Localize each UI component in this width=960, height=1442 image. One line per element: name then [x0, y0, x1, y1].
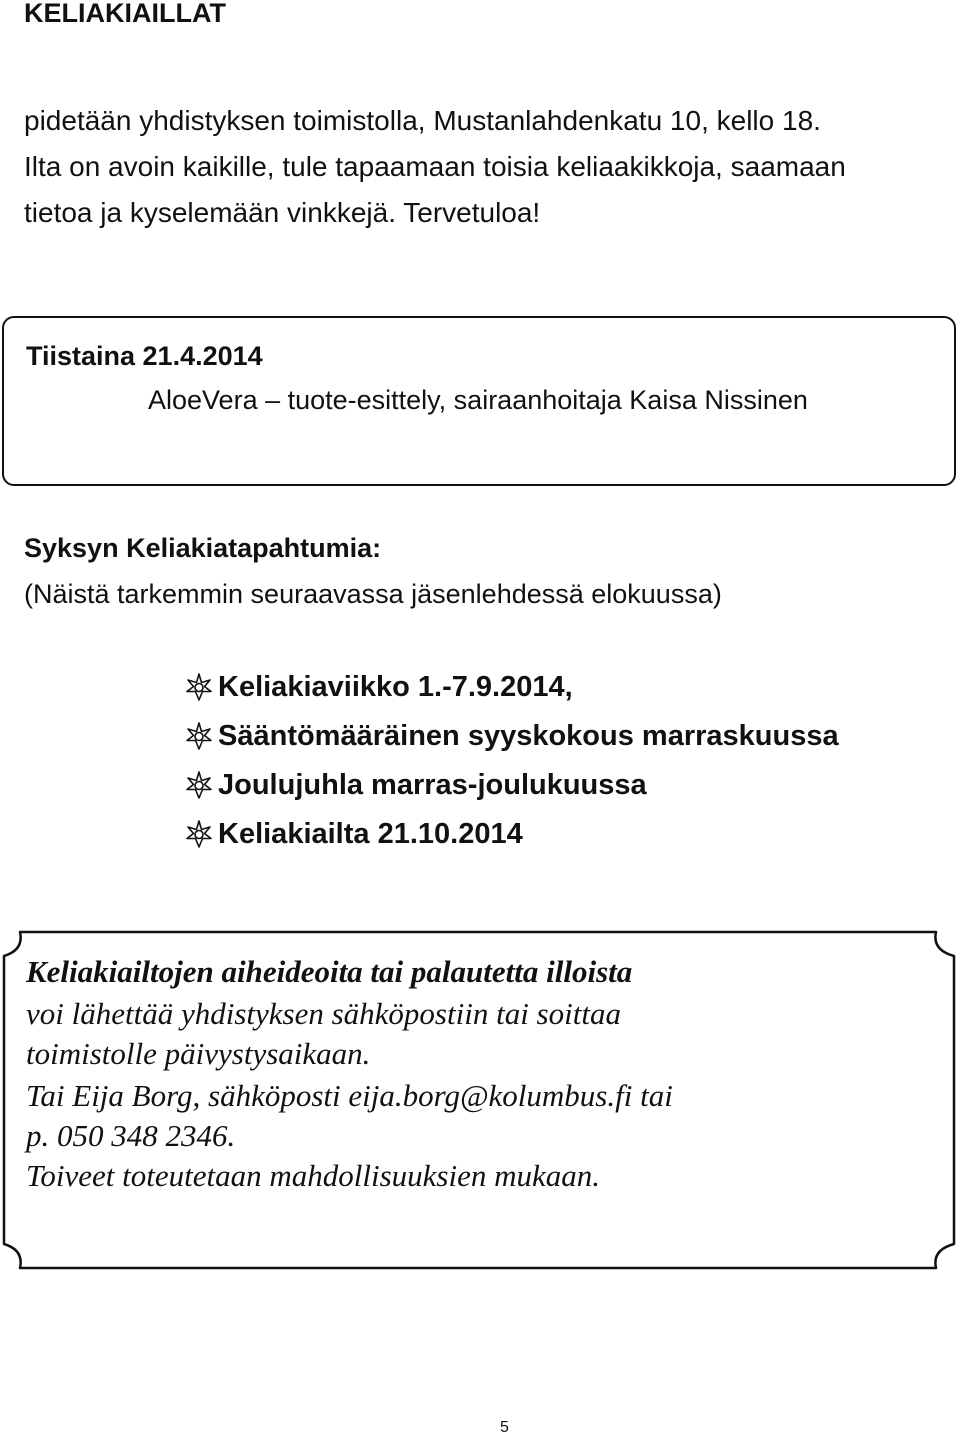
sun-icon [184, 721, 214, 751]
list-item [184, 760, 839, 809]
sun-icon [184, 672, 214, 702]
feedback-heading: Keliakiailtojen aiheideoita tai palautetta illoista [26, 954, 633, 989]
sun-icon [184, 770, 214, 800]
list-item [184, 809, 839, 858]
autumn-events-list [184, 662, 839, 858]
feedback-box [2, 930, 956, 1270]
event-description: AloeVera – tuote-esittely, sairaanhoitaja Kaisa Nissinen [148, 385, 808, 415]
event-label: Keliakiailta 21.10.2014 [218, 817, 523, 850]
list-item [184, 662, 839, 711]
event-label: Keliakiaviikko 1.-7.9.2014, [218, 670, 573, 703]
page-title: KELIAKIAILLAT [24, 0, 226, 28]
feedback-line: Tai Eija Borg, sähköposti eija.borg@kolumbus.fi tai [26, 1078, 673, 1113]
autumn-events-subtitle: (Näistä tarkemmin seuraavassa jäsenlehdessä elokuussa) [24, 579, 722, 609]
sun-icon [184, 819, 214, 849]
intro-paragraph [24, 98, 846, 236]
autumn-events-title: Syksyn Keliakiatapahtumia: [24, 533, 382, 563]
event-label: Joulujuhla marras-joulukuussa [218, 768, 647, 801]
list-item [184, 711, 839, 760]
intro-line: pidetään yhdistyksen toimistolla, Mustanlahdenkatu 10, kello 18. [24, 105, 821, 136]
event-label: Sääntömääräinen syyskokous marraskuussa [218, 719, 839, 752]
intro-line: tietoa ja kyselemään vinkkejä. Tervetuloa! [24, 197, 541, 228]
feedback-line: Toiveet toteutetaan mahdollisuuksien mukaan. [26, 1158, 600, 1193]
feedback-line: voi lähettää yhdistyksen sähköpostiin tai soittaa [26, 996, 621, 1031]
event-box [2, 316, 956, 486]
intro-line: Ilta on avoin kaikille, tule tapaamaan toisia keliaakikkoja, saamaan [24, 151, 846, 182]
feedback-line: toimistolle päivystysaikaan. [26, 1036, 371, 1071]
event-date: Tiistaina 21.4.2014 [26, 341, 263, 371]
page-number: 5 [500, 1419, 509, 1436]
feedback-line: p. 050 348 2346. [26, 1118, 236, 1153]
